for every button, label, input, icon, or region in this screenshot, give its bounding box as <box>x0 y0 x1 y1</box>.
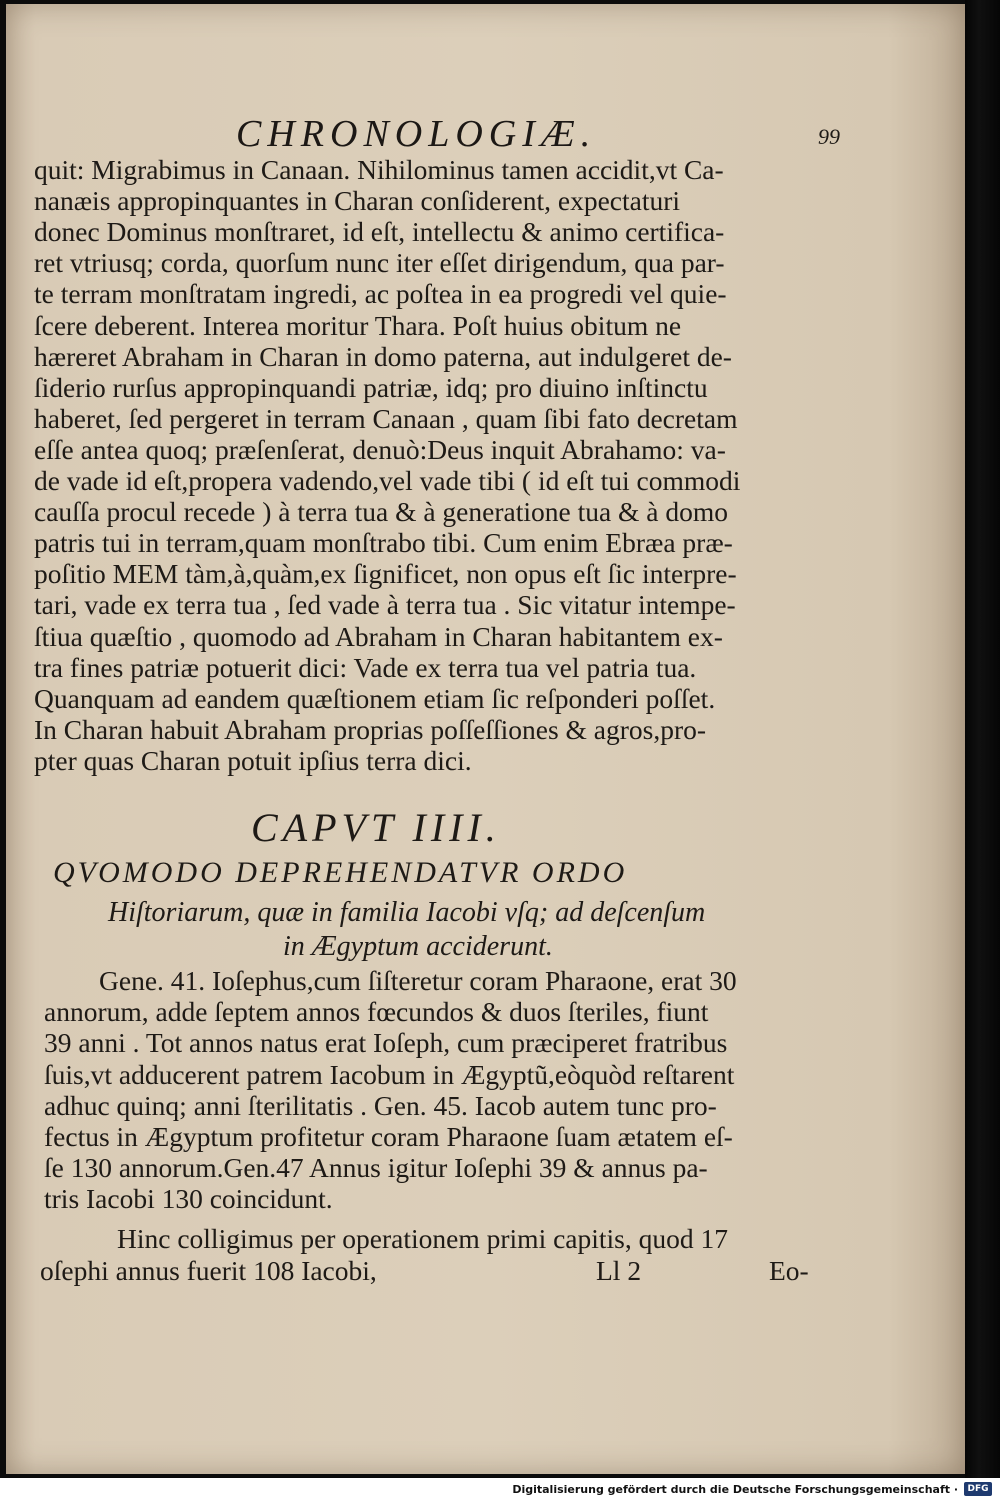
text-line: Gene. 41. Ioſephus,cum ſiſteretur coram Pharaone, erat 30 <box>99 965 737 996</box>
footer-bar <box>0 1478 1000 1501</box>
running-head: CHRONOLOGIÆ. <box>236 113 597 155</box>
text-line: eſſe antea quoq; præſenſerat, denuò:Deus inquit Abrahamo: va- <box>34 433 726 465</box>
chapter-title-line-2: Hiſtoriarum, quæ in familia Iacobi vſq; ad deſcenſum <box>108 897 706 928</box>
page-number: 99 <box>818 124 840 149</box>
dfg-logo: DFG <box>964 1482 992 1496</box>
text-line: haberet, ſed pergeret in terram Canaan , quam ſibi fato decretam <box>34 402 738 434</box>
text-line: quit: Migrabimus in Canaan. Nihilominus tamen accidit,vt Ca- <box>34 154 724 185</box>
catchword: Eo- <box>769 1255 809 1286</box>
chapter-title-line-1: QVOMODO DEPREHENDATVR ORDO <box>53 856 628 889</box>
book-page <box>6 4 965 1474</box>
text-line: 39 anni . Tot annos natus erat Ioſeph, cum præciperet fratribus <box>44 1027 728 1059</box>
text-line: Hinc colligimus per operationem primi capitis, quod 17 <box>117 1223 728 1254</box>
text-line: poſitio MEM tàm,à,quàm,ex ſignificet, non opus eſt ſic interpre- <box>34 558 737 590</box>
text-line: te terram monſtratam ingredi, ac poſtea in ea progredi vel quie- <box>34 278 727 310</box>
text-line: fectus in Ægyptum profitetur coram Pharaone ſuam ætatem eſ- <box>44 1121 733 1152</box>
text-line: adhuc quinq; anni ſterilitatis . Gen. 45. Iacob autem tunc pro- <box>44 1089 717 1121</box>
text-line: tari, vade ex terra tua , ſed vade à terra tua . Sic vitatur intempe- <box>34 589 736 621</box>
text-line: de vade id eſt,propera vadendo,vel vade tibi ( id eſt tui commodi <box>34 465 741 496</box>
scan-background-edge <box>965 0 1000 1478</box>
text-line: tris Iacobi 130 coincidunt. <box>44 1183 333 1215</box>
text-line: cauſſa procul recede ) à terra tua & à generatione tua & à domo <box>34 496 729 528</box>
chapter-heading: CAPVT IIII. <box>251 805 501 850</box>
text-line: In Charan habuit Abraham proprias poſſeſſiones & agros,pro- <box>34 713 707 745</box>
text-line: tra fines patriæ potuerit dici: Vade ex terra tua vel patria tua. <box>34 651 697 683</box>
chapter-title-line-3: in Ægyptum acciderunt. <box>283 931 553 962</box>
text-line: ſe 130 annorum.Gen.47 Annus igitur Ioſephi 39 & annus pa- <box>44 1152 708 1184</box>
text-line: pter quas Charan potuit ipſius terra dici. <box>34 744 472 776</box>
text-line: annorum, adde ſeptem annos fœcundos & duos ſteriles, fiunt <box>44 996 709 1028</box>
text-line: hæreret Abraham in Charan in domo paterna, aut indulgeret de- <box>34 340 732 372</box>
text-line: ſuis,vt adducerent patrem Iacobum in Ægyptũ,eòquòd reſtarent <box>44 1058 735 1090</box>
text-line: ſcere deberent. Interea moritur Thara. Poſt huius obitum ne <box>34 309 682 341</box>
text-line: ret vtriusq; corda, quorſum nunc iter eſſet dirigendum, qua par- <box>34 247 725 279</box>
text-line: Quanquam ad eandem quæſtionem etiam ſic reſponderi poſſet. <box>34 682 716 714</box>
text-line: ſtiua quæſtio , quomodo ad Abraham in Charan habitantem ex- <box>34 620 723 652</box>
text-line: donec Dominus monſtraret, id eſt, intellectu & animo certifica- <box>34 216 725 248</box>
footer-credit: Digitalisierung gefördert durch die Deutsche Forschungsgemeinschaft · <box>512 1483 958 1496</box>
text-line: ſiderio rurſus appropinquandi patriæ, idq; pro diuino inſtinctu <box>34 371 708 403</box>
catchline-text: oſephi annus fuerit 108 Iacobi, <box>40 1255 377 1286</box>
text-line: patris tui in terram,quam monſtrabo tibi. Cum enim Ebræa præ- <box>34 527 733 559</box>
text-line: nanæis appropinquantes in Charan conſiderent, expectaturi <box>34 185 681 217</box>
signature-mark: Ll 2 <box>596 1255 642 1286</box>
